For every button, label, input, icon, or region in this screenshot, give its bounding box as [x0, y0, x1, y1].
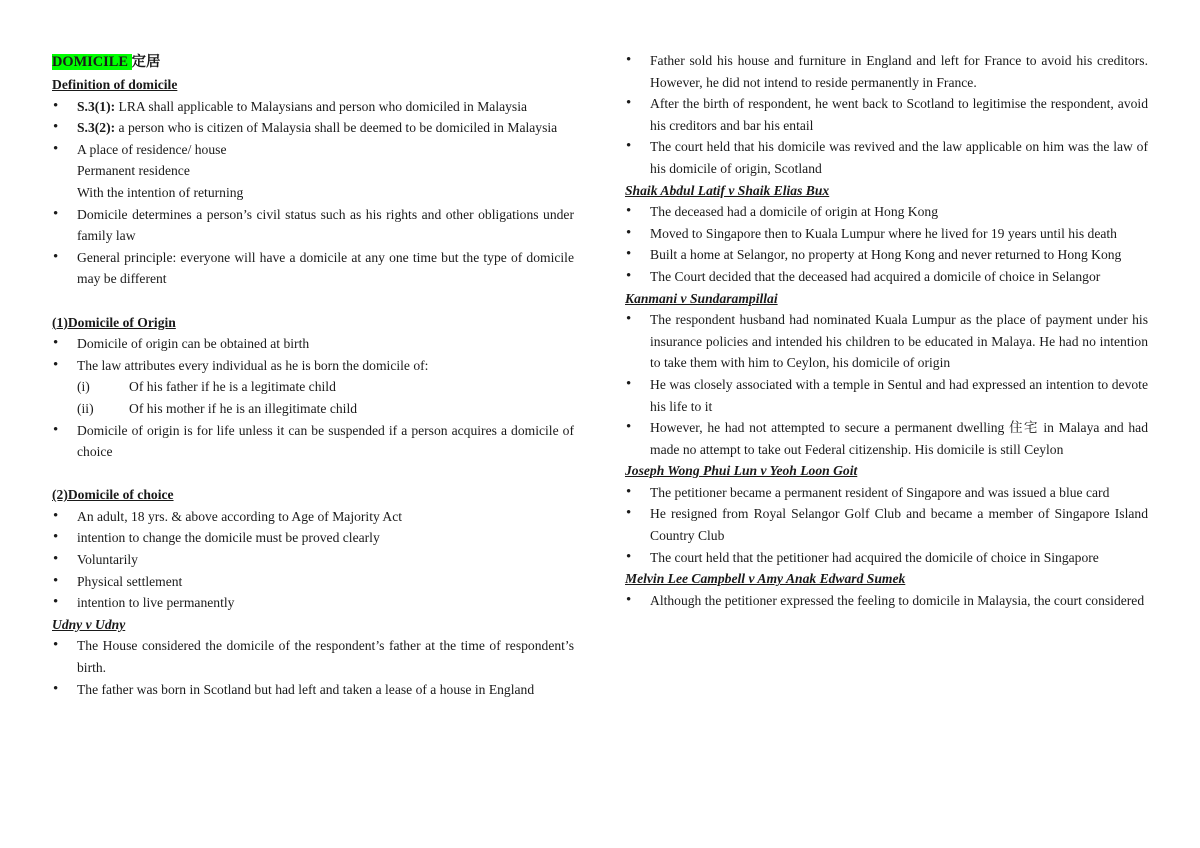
- origin-heading: (1)Domicile of Origin: [52, 314, 176, 330]
- list-item: • The respondent husband had nominated Kuala Lumpur as the place of payment under his insurance policies and intended his children to be educated in Malaya. He had no intention to take them with him to Ceylon, his domicile of origin: [625, 309, 1148, 374]
- case-heading-melvin: Melvin Lee Campbell v Amy Anak Edward Sumek: [625, 571, 906, 587]
- title-chinese: 定居: [131, 54, 161, 70]
- residence-sub-line: With the intention of returning: [77, 184, 244, 200]
- list-item: • The law attributes every individual as he is born the domicile of:: [52, 355, 574, 377]
- sub-number: (i): [77, 379, 90, 395]
- origin-list: [52, 333, 574, 376]
- origin-sub-item: [52, 398, 574, 420]
- case-heading-kanmani: Kanmani v Sundarampillai: [625, 290, 778, 306]
- spacer: [52, 290, 574, 312]
- list-item: • Domicile determines a person’s civil status such as his rights and other obligations under family law: [52, 204, 574, 247]
- list-item: • General principle: everyone will have a domicile at any one time but the type of domicile may be different: [52, 247, 574, 290]
- definition-heading: Definition of domicile: [52, 77, 178, 92]
- list-item: • He was closely associated with a temple in Sentul and had expressed an intention to devote his life to it: [625, 374, 1148, 417]
- item-text: LRA shall applicable to Malaysians and person who domiciled in Malaysia: [115, 98, 528, 114]
- case-heading-udny: Udny v Udny: [52, 616, 126, 632]
- case-heading-shaik: Shaik Abdul Latif v Shaik Elias Bux: [625, 182, 830, 198]
- melvin-list: [625, 590, 1148, 612]
- list-item: • Physical settlement: [52, 571, 574, 593]
- list-item: • The Court decided that the deceased had acquired a domicile of choice in Selangor: [625, 266, 1148, 288]
- list-item: • However, he had not attempted to secure a permanent dwelling 住宅 in Malaya and had made no attempt to take out Federal citizenship. His domicile is still Ceylon: [625, 417, 1148, 460]
- list-item: • He resigned from Royal Selangor Golf Club and became a member of Singapore Island Country Club: [625, 503, 1148, 546]
- title-text: DOMICILE: [52, 54, 128, 70]
- udny-list-continued: [625, 50, 1148, 180]
- list-item: [52, 96, 574, 118]
- joseph-list: [625, 482, 1148, 568]
- right-column: [625, 50, 1148, 611]
- list-item: • An adult, 18 yrs. & above according to Age of Majority Act: [52, 506, 574, 528]
- list-item: • intention to change the domicile must be proved clearly: [52, 527, 574, 549]
- choice-list: [52, 506, 574, 614]
- sub-text: Of his mother if he is an illegitimate child: [129, 400, 358, 416]
- list-item: • The father was born in Scotland but had left and taken a lease of a house in England: [52, 679, 574, 701]
- list-item: • The deceased had a domicile of origin at Hong Kong: [625, 201, 1148, 223]
- list-item: • Moved to Singapore then to Kuala Lumpur where he lived for 19 years until his death: [625, 223, 1148, 245]
- list-item: • intention to live permanently: [52, 592, 574, 614]
- definition-list: [52, 96, 574, 161]
- choice-heading: (2)Domicile of choice: [52, 487, 174, 503]
- origin-sub-item: [52, 376, 574, 398]
- list-item: [52, 117, 574, 139]
- definition-list-2: [52, 204, 574, 290]
- document-title: [52, 50, 574, 74]
- list-item: • Built a home at Selangor, no property at Hong Kong and never returned to Hong Kong: [625, 244, 1148, 266]
- list-item: • Father sold his house and furniture in England and left for France to avoid his creditors. However, he did not intend to reside permanently in France.: [625, 50, 1148, 93]
- list-item: • The court held that the petitioner had acquired the domicile of choice in Singapore: [625, 547, 1148, 569]
- sub-number: (ii): [77, 400, 94, 416]
- section-ref: S.3(1):: [77, 98, 116, 114]
- list-item: • Although the petitioner expressed the feeling to domicile in Malaysia, the court considered: [625, 590, 1148, 612]
- origin-list-2: [52, 420, 574, 463]
- case-heading-joseph: Joseph Wong Phui Lun v Yeoh Loon Goit: [625, 463, 858, 479]
- residence-sub-line: Permanent residence: [77, 163, 190, 179]
- udny-list: [52, 635, 574, 700]
- list-item: • The court held that his domicile was revived and the law applicable on him was the law of his domicile of origin, Scotland: [625, 136, 1148, 179]
- title-highlight: [52, 54, 132, 70]
- list-item: • Domicile of origin can be obtained at birth: [52, 333, 574, 355]
- list-item: • Domicile of origin is for life unless it can be suspended if a person acquires a domicile of choice: [52, 420, 574, 463]
- item-text: a person who is citizen of Malaysia shall be deemed to be domiciled in Malaysia: [115, 120, 558, 136]
- list-item: • After the birth of respondent, he went back to Scotland to legitimise the respondent, avoid his creditors and bar his entail: [625, 93, 1148, 136]
- list-item: • The petitioner became a permanent resident of Singapore and was issued a blue card: [625, 482, 1148, 504]
- section-ref: S.3(2):: [77, 120, 116, 136]
- spacer: [52, 463, 574, 485]
- left-column: [52, 50, 574, 700]
- list-item: [52, 139, 574, 161]
- shaik-list: [625, 201, 1148, 287]
- sub-text: Of his father if he is a legitimate child: [129, 379, 336, 395]
- list-item: • The House considered the domicile of the respondent’s father at the time of respondent’s birth.: [52, 635, 574, 678]
- kanmani-list: [625, 309, 1148, 460]
- list-item: • Voluntarily: [52, 549, 574, 571]
- item-text: A place of residence/ house: [77, 141, 227, 157]
